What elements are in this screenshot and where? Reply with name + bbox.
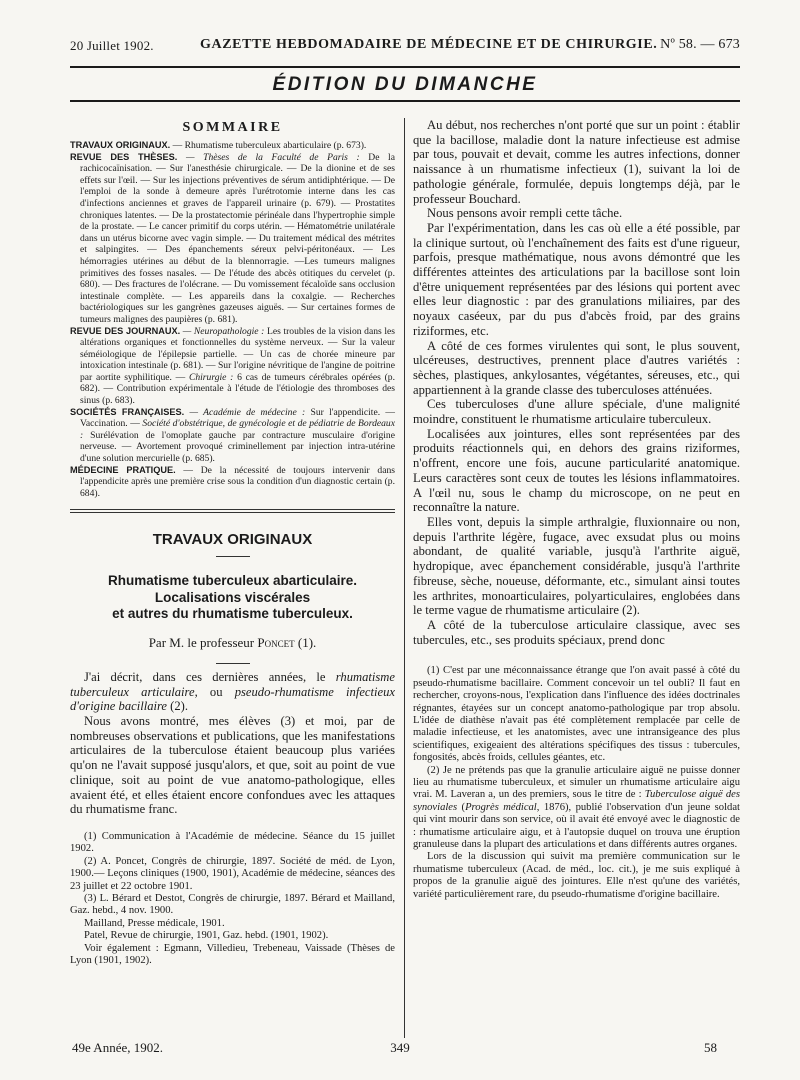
paragraph: A côté de la tuberculose articulaire classique, avec ses tubercules, etc., ses produits spéciaux, prend donc [413,617,740,647]
footer-page-number: 349 [390,1040,410,1055]
right-body-text [413,118,740,647]
sommaire-item: REVUE DES JOURNAUX. — Neuropathologie : Les troubles de la vision dans les altérations organiques et fonctionnelles du système nerveux. — Sur la valeur séméiologique de l'épilepsie partielle. — Un cas de chorée mineure par intoxication intestinale (p. 681). — Sur l'origine névritique de l'angine de poitrine par aortite syphilitique. — Chirurgie : 6 cas de tumeurs cérébrales opérées (p. 682). — Contribution expérimentale à l'étude de l'étiologie des thromboses des sinus (p. 683). [70,325,395,407]
short-rule [216,556,250,557]
footnote: (3) L. Bérard et Destot, Congrès de chirurgie, 1897. Bérard et Mailland, Gaz. hebd., 4 nov. 1900. [70,892,395,917]
edition-banner: ÉDITION DU DIMANCHE [272,74,538,95]
sommaire-item: MÉDECINE PRATIQUE. — De la nécessité de toujours intervenir dans l'appendicite après une première crise sous la condition d'un diagnostic certain (p. 684). [70,464,396,499]
article-title-line: Rhumatisme tuberculeux abarticulaire. [107,573,358,589]
issue-number: Nº 58. — 673 [660,37,740,52]
column-divider [404,118,405,1038]
right-column [413,112,740,901]
footer-year: 49e Année, 1902. [72,1040,163,1055]
journal-title: GAZETTE HEBDOMADAIRE DE MÉDECINE ET DE CHIRURGIE. [200,37,658,52]
sommaire-item: TRAVAUX ORIGINAUX. — Rhumatisme tuberculeux abarticulaire (p. 673). [70,140,367,151]
paragraph: Elles vont, depuis la simple arthralgie, fluxionnaire ou non, depuis l'arthrite légère, fugace, avec exsudat plus ou moins abondant, de qualité variable, jusqu'à l'arthrite aiguë, hydropique, avec épanchement considérable, jusqu'à l'arthrite fibreuse, sèche, noueuse, déformante, etc., simulant ainsi toutes les arthrites, monoarticulaires, polyarticulaires, englobées dans le terme vague de rhumatisme articulaire (2). [413,514,740,618]
paragraph: Ces tuberculoses d'une allure spéciale, d'une malignité moindre, constituent le rhumatisme articulaire tuberculeux. [413,397,740,427]
paragraph: Par l'expérimentation, dans les cas où elle a été possible, par la clinique surtout, où l'enchaînement des faits est d'une rigueur, parfois, presque mathématique, nous avons démontré que les différentes atteintes des articulations par la bacillose sont loin d'être uniquement représentées par des lésions qui portent avec elles leur diagnostic : par des granulations miliaires, par des noyaux caséeux, par du pus d'abcès froid, par des grains riziformes, etc. [413,220,740,338]
footnote: Patel, Revue de chirurgie, 1901, Gaz. hebd. (1901, 1902). [84,930,329,942]
edition-rule-bottom [70,100,740,102]
footnote: Voir également : Egmann, Villedieu, Trebeneau, Vaissade (Thèses de Lyon (1901, 1902). [70,942,395,966]
left-footnotes [70,831,395,967]
left-body-text [70,670,395,817]
footnote: (1) Communication à l'Académie de médecine. Séance du 15 juillet 1902. [70,830,395,855]
footnote: (2) Je ne prétends pas que la granulie articulaire aiguë ne puisse donner lieu au rhumatisme tuberculeux, et simuler un rhumatisme articulaire aigu vrai. M. Laveran a, un des premiers, sous le titre de : Tuberculose aiguë des synoviales (Progrès médical, 1876), publié l'observation d'un jeune soldat qui vint mourir dans son service, où il avait été envoyé avec le diagnostic de : rhumatisme articulaire aigu, et à l'autopsie duquel on trouva une éruption granuleuse dans la plupart des articulations et dans différents autres organes. [413,764,740,850]
footnote: (2) A. Poncet, Congrès de chirurgie, 1897. Société de méd. de Lyon, 1900.— Leçons cliniques (1900, 1901), Académie de médecine, séances des 23 juillet et 22 octobre 1901. [70,855,395,892]
author-name: Poncet [257,634,295,650]
short-rule [216,663,250,664]
sommaire [70,140,395,499]
footnote: Lors de la discussion qui suivit ma première communication sur le rhumatisme tuberculeux (Acad. de méd., loc. cit.), je me suis expliqué à propos de la granulie aiguë des jointures. Elle n'est qu'une des variétés, variété particulièrement rare, du pseudo-rhumatisme d'origine bacillaire. [413,851,740,900]
paragraph: Nous avons montré, mes élèves (3) et moi, par de nombreuses observations et publications, que les manifestations articulaires de la tuberculose étaient beaucoup plus variées qu'on ne l'avait supposé jusqu'alors, et que, soit au point de vue clinique, soit au point de vue anatomo-pathologique, elles avaient été, et elles étaient encore confondues avec les attaques du rhumatisme franc. [70,714,395,817]
paragraph: Au début, nos recherches n'ont porté que sur un point : établir que la bacillose, maladie dont la nature infectieuse est admise par tous, pouvait et devait, comme les autres infections, donner naissance à un rhumatisme infectieux (1), suivant la loi de pathologie générale, formulée, depuis longtemps déjà, par le professeur Bouchard. [413,118,740,206]
article-title-line: et autres du rhumatisme tuberculeux. [112,606,353,622]
footer-issue: 58 [704,1040,717,1055]
paragraph: Nous pensons avoir rempli cette tâche. [427,206,623,221]
left-column [70,112,395,967]
paragraph: Localisées aux jointures, elles sont représentées par des produits réactionnels qui, en dehors des grains riziformes, n'offrent, encore une fois, aucune particularité anatomique. Leurs caractères sont ceux de toutes les lésions inflammatoires. A l'œil nu, sous le champ du microscope, on ne peut en reconnaître la nature. [413,426,740,515]
right-footnotes [413,665,740,901]
section-separator [70,509,395,513]
article-title-line: Localisations viscérales [154,589,311,605]
sommaire-title: SOMMAIRE [182,120,283,135]
section-title: TRAVAUX ORIGINAUX [152,531,313,549]
paragraph: J'ai décrit, dans ces dernières années, le rhumatisme tuberculeux articulaire, ou pseudo-rhumatisme infectieux d'origine bacillaire (2). [70,669,395,714]
paragraph: A côté de ces formes virulentes qui sont, le plus souvent, ulcéreuses, destructives, prennent place d'autres variétés : sèches, plastiques, ankylosantes, végétantes, séreuses, etc., qui appartiennent à la grande classe des tuberculoses atténuées. [413,338,740,397]
edition-rule-top [70,66,740,68]
sommaire-item: REVUE DES THÈSES. — Thèses de la Faculté de Paris : De la rachicocaïnisation. — Sur l'anesthésie chirurgicale. — De la dionine et de ses effets sur l'œil. — Sur les injections préventives de sérum antidiphtérique. — De l'emploi de la sonde à demeure après l'urétrotomie interne dans les cas d'infections anciennes et graves de l'appareil urinaire (p. 679). — Prostatites chroniques latentes. — De la prostatectomie périnéale dans l'hypertrophie simple de la prostate. — Le cancer primitif du corps utérin. — Hématométrie unilatérale dans un utérus bicorne avec vagin simple. — Du traitement médical des métrites et salpingites. — Des épanchements séreux pelvi-péritonéaux. — Les hémorragies utérines au début de la blennorragie. —Les tumeurs malignes primitives des fosses nasales. — De l'étude des abcès otitiques du cervelet (p. 680). — Des fractures de l'olécrane. — Du vomissement fécaloïde sans occlusion intestinale complète. — Les appareils dans la coxalgie. — Recherches bactériologiques sur les gangrènes gazeuses aiguës. — Sur certaines formes de tumeurs malignes des paupières (p. 681). [70,151,395,325]
article-title [70,573,395,623]
footnote: (1) C'est par une méconnaissance étrange que l'on avait passé à côté du pseudo-rhumatisme bacillaire. Comment concevoir un tel oubli? Il faut en rechercher, croyons-nous, l'explication dans l'influence des idées doctrinales régnantes, étayées sur un concept anatomo-pathologique par trop absolu. L'idée de diathèse n'avait pas été complètement remplacée par celle de maladie infectieuse, et les anatomistes, avec une intransigeance des plus scientifiques, exigeaient des altérations spécifiques des tissus : tubercules, fongosités, abcès froids, cellules géantes, etc. [413,665,740,764]
byline: Par M. le professeur Poncet (1). [148,634,317,650]
issue-date: 20 Juillet 1902. [70,38,154,53]
masthead [70,34,740,56]
footnote: Mailland, Presse médicale, 1901. [84,917,225,929]
sommaire-item: SOCIÉTÉS FRANÇAISES. — Académie de médecine : Sur l'appendicite. — Vaccination. — Société d'obstétrique, de gynécologie et de pédiatrie de Bordeaux : Surélévation de l'omoplate gauche par contracture musculaire d'origine nerveuse. — Avortement provoqué criminellement par injection intra-utérine d'une solution mercurielle (p. 685). [70,406,395,465]
